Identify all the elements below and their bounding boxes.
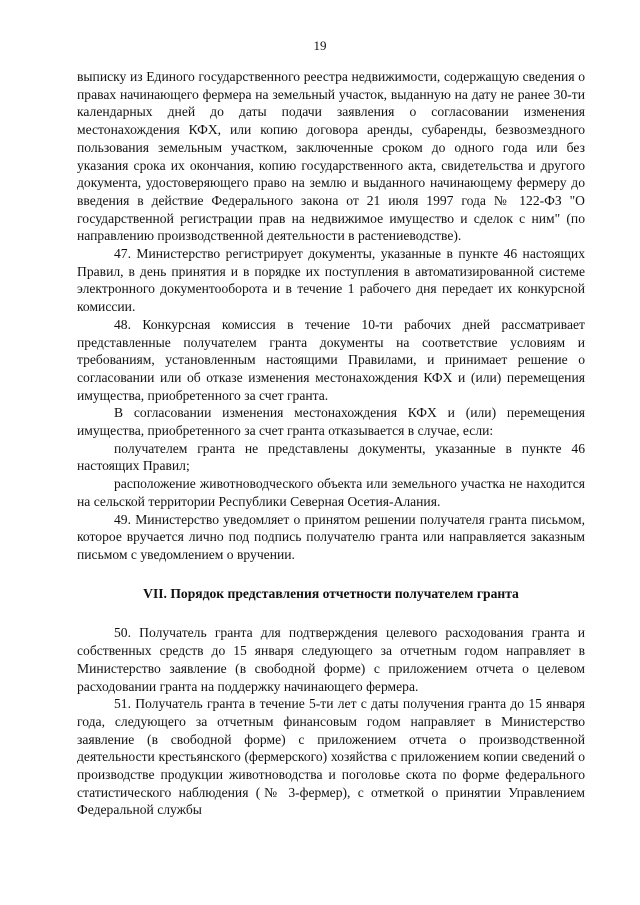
paragraph-continuation: выписку из Единого государственного реестра недвижимости, содержащую сведения о правах начинающего фермера на земельный участок, выданную на дату не ранее 30-ти календарных дней до даты подачи заявления о согласовании изменения местонахождения КФХ, или копию договора аренды, субаренды, безвозмездного пользования земельным участком, заключенные сроком до одного года или без указания срока их окончания, копию государственного акта, свидетельства и другого документа, удостоверяющего право на землю и выданного начинающему фермеру до введения в действие Федерального закона от 21 июля 1997 года № 122-ФЗ "О государственной регистрации прав на недвижимое имущество и сделок с ним" (по направлению производственной деятельности в растениеводстве). bbox=[77, 69, 585, 244]
paragraph-condition-location: расположение животноводческого объекта или земельного участка не находится на сельской территории Республики Северная Осетия-Алания. bbox=[77, 476, 585, 509]
paragraph-refusal-conditions: В согласовании изменения местонахождения КФХ и (или) перемещения имущества, приобретенного за счет гранта отказывается в случае, если: bbox=[77, 405, 585, 439]
paragraph-50: 50. Получатель гранта для подтверждения целевого расходования гранта и собственных средств до 15 января следующего за отчетным годом направляет в Министерство заявление (в свободной форме) с приложением отчета о целевом расходовании гранта на поддержку начинающего фермера. bbox=[77, 625, 585, 694]
paragraph-47: 47. Министерство регистрирует документы, указанные в пункте 46 настоящих Правил, в день принятия и в порядке их поступления в автоматизированной системе электронного документооборота и в течение 1 рабочего дня передает их конкурсной комиссии. bbox=[77, 246, 585, 315]
paragraph-51: 51. Получатель гранта в течение 5-ти лет с даты получения гранта до 15 января года, следующего за отчетным финансовым годом направляет в Министерство заявление (в свободной форме) с приложением отчета о производственной деятельности крестьянского (фермерского) хозяйства с приложением копии сведений о производстве продукции животноводства и поголовье скота по форме федерального статистического наблюдения (№ 3-фермер), с отметкой о принятии Управлением Федеральной службы bbox=[77, 696, 585, 818]
paragraph-49: 49. Министерство уведомляет о принятом решении получателя гранта письмом, которое вручается лично под подпись получателю гранта или направляется заказным письмом с уведомлением о вручении. bbox=[77, 511, 585, 562]
section-heading: VII. Порядок представления отчетности получателем гранта bbox=[143, 585, 519, 601]
paragraph-condition-documents: получателем гранта не представлены документы, указанные в пункте 46 настоящих Правил; bbox=[77, 440, 585, 474]
document-body bbox=[77, 68, 585, 819]
paragraph-48: 48. Конкурсная комиссия в течение 10-ти рабочих дней рассматривает представленные получателем гранта документы на соответствие условиям и требованиям, установленным настоящими Правилами, и принимает решение о согласовании или об отказе изменения местонахождения КФХ и (или) перемещения имущества, приобретенного за счет гранта. bbox=[77, 316, 585, 403]
page-number: 19 bbox=[313, 38, 327, 53]
